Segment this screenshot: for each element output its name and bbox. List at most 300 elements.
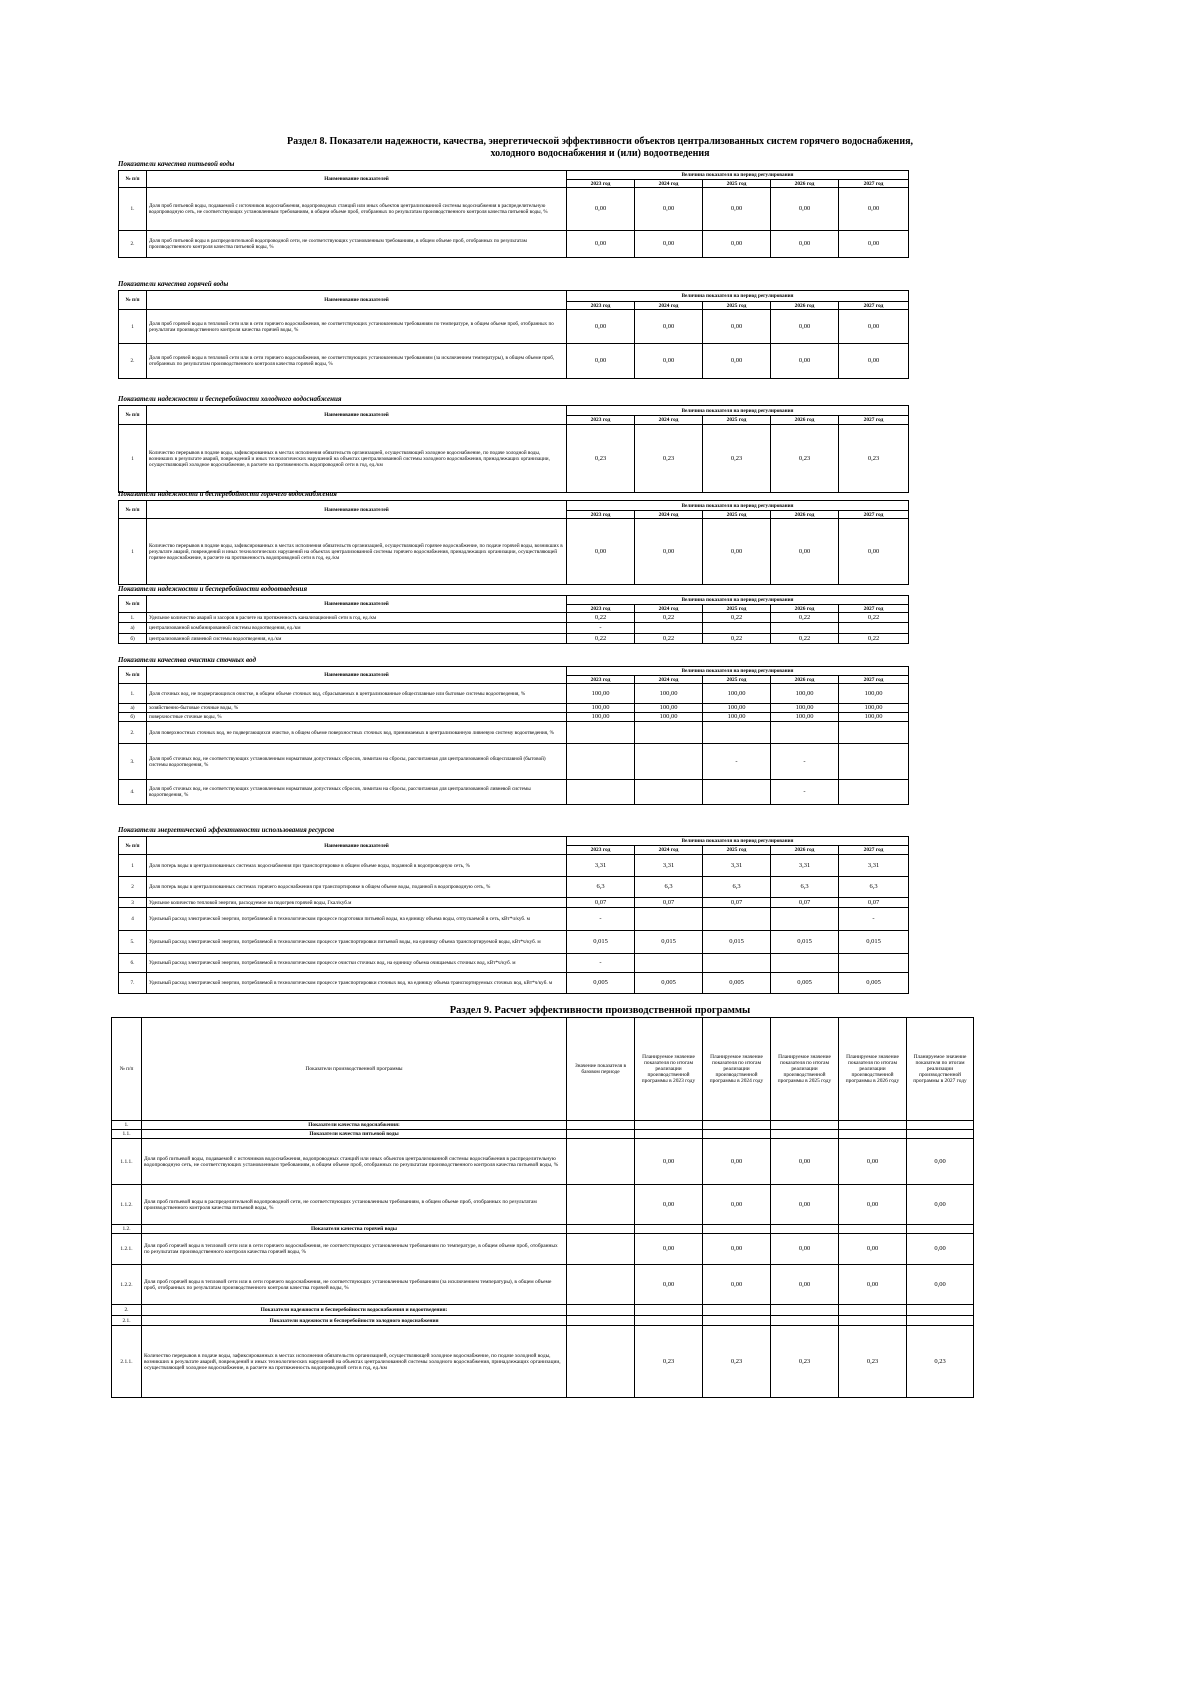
table-row [119,713,909,722]
table-subtitle: Показатели надежности и бесперебойности холодного водоснабжения [118,395,342,403]
row-name: Доля проб питьевой воды, подаваемой с источников водоснабжения, водопроводных станций или иных объектов централизованной системы водоснабжения в распределительную водопроводную сеть, не соответствующих установленным требованиям, в общем объеме проб, отобранных по результатам производственного контроля качества питьевой воды, % [147,188,567,231]
year-header: 2025 год [703,302,771,310]
row-value [635,954,703,973]
row-value: 0,005 [703,973,771,994]
row-value: 0,23 [771,425,839,493]
row-value: 0,00 [703,1139,771,1185]
row-value: 0,23 [703,425,771,493]
row-name: Доля проб горячей воды в тепловой сети или в сети горячего водоснабжения, не соответствующих установленным требованиям (за исключением температуры), в общем объеме проб, отобранных по результатам производственного контроля качества горячей воды, % [142,1265,567,1305]
table-subtitle: Показатели надежности и бесперебойности водоотведения [118,585,308,593]
row-value: 100,00 [703,704,771,713]
group-row [112,1130,974,1139]
row-value: 0,00 [703,188,771,231]
row-number: 2. [119,231,147,258]
base-value [567,1326,635,1398]
row-name: Удельное количество аварий и засоров в расчете на протяженность канализационной сети в год, ед./км [147,613,567,623]
row-value: 100,00 [771,704,839,713]
row-value: 0,22 [703,613,771,623]
empty-cell [839,1225,907,1234]
row-value: 0,00 [567,231,635,258]
table-subtitle: Показатели качества питьевой воды [118,160,235,168]
row-name: Доля проб горячей воды в тепловой сети или в сети горячего водоснабжения, не соответствующих установленным требованиям по температуре, в общем объеме проб, отобранных по результатам производственного контроля качества горячей воды, % [147,310,567,344]
row-value [567,744,635,780]
row-name: Доля поверхностных сточных вод, не подвергающихся очистке, в общем объеме поверхностных сточных вод, принимаемых в централизованную ливневую систему водоотведения, % [147,722,567,744]
row-number: 4. [119,780,147,805]
base-value [567,1265,635,1305]
row-value [839,623,909,634]
row-value: 0,00 [635,310,703,344]
table-subtitle: Показатели энергетической эффективности использования ресурсов [118,826,335,834]
row-value [703,722,771,744]
row-value: 0,00 [567,310,635,344]
row-value: 0,015 [635,931,703,954]
row-value: 6,3 [567,877,635,898]
col-header-num: № п/п [119,596,147,613]
empty-cell [635,1316,703,1326]
row-value: 0,00 [771,344,839,379]
group-row [112,1225,974,1234]
group-name: Показатели надежности и бесперебойности водоснабжения и водоотведения: [142,1305,567,1316]
year-header: 2025 год [703,180,771,188]
row-value: 0,00 [771,1234,839,1265]
row-value: 0,00 [839,1234,907,1265]
year-header: 2027 год [839,180,909,188]
col-header-plan: Планируемое значение показателя по итогам реализации производственной программы в 2024 году [703,1018,771,1121]
row-value [703,954,771,973]
col-header-num: № п/п [119,837,147,855]
row-value [635,722,703,744]
row-value: 0,00 [907,1234,974,1265]
table-row [119,973,909,994]
empty-cell [839,1316,907,1326]
year-header: 2027 год [839,605,909,613]
row-number: 1 [119,425,147,493]
empty-cell [635,1225,703,1234]
col-header-values: Величина показателя на период регулирования [567,291,909,302]
row-value [771,623,839,634]
table-subtitle: Показатели надежности и бесперебойности горячего водоснабжения [118,490,337,498]
group-name: Показатели надежности и бесперебойности холодного водоснабжения [142,1316,567,1326]
indicators-table [118,500,909,585]
row-value: 0,00 [635,231,703,258]
row-number: 2 [119,877,147,898]
row-value: 3,31 [703,855,771,877]
table-row [119,231,909,258]
year-header: 2024 год [635,511,703,519]
row-value: 0,00 [839,231,909,258]
row-value: 3,31 [567,855,635,877]
empty-cell [703,1316,771,1326]
empty-cell [703,1305,771,1316]
row-value: 0,07 [771,898,839,908]
year-header: 2026 год [771,605,839,613]
year-header: 2024 год [635,302,703,310]
row-number: 1 [119,519,147,585]
empty-cell [703,1130,771,1139]
row-name: Количество перерывов в подаче воды, зафиксированных в местах исполнения обязательств организацией, осуществляющей холодное водоснабжение, по подаче холодной воды, возникших в результате аварий, повреждений и иных технологических нарушений на объектах централизованной системы холодного водоснабжения, принадлежащих организации, осуществляющей холодное водоснабжение, в расчете на протяженность водопроводной сети в год, ед./км [147,425,567,493]
row-value: 6,3 [703,877,771,898]
row-value: 100,00 [567,713,635,722]
col-header-values: Величина показателя на период регулирования [567,837,909,846]
row-number: 6. [119,954,147,973]
row-name: Удельный расход электрической энергии, потребляемой в технологическом процессе транспортировки питьевой воды, на единицу объема транспортируемой воды, кВт*ч/куб. м [147,931,567,954]
table-row [119,310,909,344]
row-number: 1. [119,613,147,623]
row-value: 0,00 [567,519,635,585]
group-row [112,1121,974,1130]
row-value: 0,00 [839,1185,907,1225]
row-value [635,744,703,780]
row-value [567,780,635,805]
year-header: 2025 год [703,605,771,613]
empty-cell [839,1130,907,1139]
table-row [119,344,909,379]
row-number: 1 [119,855,147,877]
row-value [839,780,909,805]
row-value: 0,00 [703,1185,771,1225]
row-number: 1.2.2. [112,1265,142,1305]
row-number: а) [119,704,147,713]
row-value: 0,00 [635,1139,703,1185]
row-name: Доля сточных вод, не подвергающихся очистке, в общем объеме сточных вод, сбрасываемых в централизованные общесплавные или бытовые системы водоотведения, % [147,684,567,704]
row-value: - [771,744,839,780]
row-value: 100,00 [771,684,839,704]
empty-cell [907,1305,974,1316]
row-number: 1 [119,310,147,344]
row-value: 0,015 [567,931,635,954]
row-value: 100,00 [839,684,909,704]
col-header-num: № п/п [112,1018,142,1121]
row-value [839,744,909,780]
row-value: 0,22 [839,634,909,644]
row-value: 0,00 [635,1234,703,1265]
year-header: 2023 год [567,605,635,613]
table-row [119,519,909,585]
row-name: Удельный расход электрической энергии, потребляемой в технологическом процессе очистки сточных вод, на единицу объема очищаемых сточных вод, кВт*ч/куб. м [147,954,567,973]
row-value: 100,00 [703,684,771,704]
row-value: 0,015 [703,931,771,954]
table-row [119,954,909,973]
col-header-name: Наименование показателей [147,596,567,613]
empty-cell [567,1225,635,1234]
row-value [703,780,771,805]
col-header-num: № п/п [119,291,147,310]
year-header: 2023 год [567,180,635,188]
year-header: 2025 год [703,416,771,425]
col-header-values: Величина показателя на период регулирования [567,596,909,605]
group-row [112,1316,974,1326]
row-name: Доля потерь воды в централизованных системах горячего водоснабжения при транспортировке в общем объеме воды, поданной в водопроводную сеть, % [147,877,567,898]
row-value [635,623,703,634]
row-value: - [771,780,839,805]
row-value: 0,00 [771,231,839,258]
row-value: 0,22 [567,613,635,623]
row-name: Доля проб горячей воды в тепловой сети или в сети горячего водоснабжения, не соответствующих установленным требованиям (за исключением температуры), в общем объеме проб, отобранных по результатам производственного контроля качества горячей воды, % [147,344,567,379]
row-value: 0,00 [635,1265,703,1305]
row-value: 0,23 [907,1326,974,1398]
program-efficiency-table [111,1017,974,1398]
group-row [112,1305,974,1316]
col-header-values: Величина показателя на период регулирования [567,406,909,416]
table-row [112,1139,974,1185]
row-name: Количество перерывов в подаче воды, зафиксированных в местах исполнения обязательств организацией, осуществляющей холодное водоснабжение, по подаче холодной воды, возникших в результате аварий, повреждений и иных технологических нарушений на объектах централизованной системы холодного водоснабжения, принадлежащих организации, осуществляющей холодное водоснабжение, в расчете на протяженность водопроводной сети в год, ед./км [142,1326,567,1398]
empty-cell [703,1121,771,1130]
col-header-base: Значение показателя в базовом периоде [567,1018,635,1121]
row-value: 0,00 [703,1265,771,1305]
year-header: 2023 год [567,416,635,425]
row-number: 5. [119,931,147,954]
row-number: 3. [119,744,147,780]
table-row [119,780,909,805]
row-value [703,623,771,634]
year-header: 2027 год [839,511,909,519]
row-number: 1. [112,1121,142,1130]
base-value [567,1185,635,1225]
row-number: 1.1. [112,1130,142,1139]
row-name: Доля проб горячей воды в тепловой сети или в сети горячего водоснабжения, не соответствующих установленным требованиям по температуре, в общем объеме проб, отобранных по результатам производственного контроля качества горячей воды, % [142,1234,567,1265]
row-value: 0,00 [839,310,909,344]
year-header: 2026 год [771,846,839,855]
row-value [839,722,909,744]
row-value: 6,3 [839,877,909,898]
row-value: 0,00 [771,1185,839,1225]
row-value: 0,07 [839,898,909,908]
year-header: 2025 год [703,511,771,519]
row-number: 1.1.2. [112,1185,142,1225]
col-header-num: № п/п [119,667,147,684]
row-value: 0,22 [771,634,839,644]
row-number: 1.1.1. [112,1139,142,1185]
row-value: 0,005 [839,973,909,994]
col-header-values: Величина показателя на период регулирования [567,501,909,511]
row-value: - [567,908,635,931]
row-number: 2. [112,1305,142,1316]
row-value: 100,00 [635,684,703,704]
row-value: 0,22 [635,634,703,644]
row-value: 0,23 [839,425,909,493]
col-header-plan: Планируемое значение показателя по итогам реализации производственной программы в 2025 году [771,1018,839,1121]
row-value: 0,23 [703,1326,771,1398]
section8-title-line2: холодного водоснабжения и (или) водоотведения [490,148,710,159]
year-header: 2024 год [635,416,703,425]
row-value: 0,00 [907,1139,974,1185]
group-name: Показатели качества питьевой воды [142,1130,567,1139]
row-value: 100,00 [839,713,909,722]
year-header: 2025 год [703,676,771,684]
year-header: 2027 год [839,846,909,855]
row-value: 6,3 [635,877,703,898]
row-value: 0,22 [771,613,839,623]
year-header: 2027 год [839,302,909,310]
row-value: - [703,744,771,780]
row-value: 0,23 [635,1326,703,1398]
row-value: 0,00 [703,310,771,344]
empty-cell [907,1316,974,1326]
group-name: Показатели качества водоснабжения: [142,1121,567,1130]
row-value: 0,015 [771,931,839,954]
year-header: 2026 год [771,511,839,519]
row-value: 0,23 [567,425,635,493]
year-header: 2026 год [771,180,839,188]
row-value: 0,23 [839,1326,907,1398]
col-header-name: Наименование показателей [147,406,567,425]
row-value: 0,00 [771,1265,839,1305]
row-name: Удельный расход электрической энергии, потребляемой в технологическом процессе транспортировки сточных вод, на единицу объема транспортируемых сточных вод, кВт*ч/куб. м [147,973,567,994]
row-value: 0,23 [771,1326,839,1398]
empty-cell [703,1225,771,1234]
table-row [112,1326,974,1398]
row-value [839,954,909,973]
row-value: - [839,908,909,931]
empty-cell [771,1305,839,1316]
row-value: 0,22 [567,634,635,644]
row-value: 0,00 [703,519,771,585]
col-header-plan: Планируемое значение показателя по итогам реализации производственной программы в 2027 году [907,1018,974,1121]
row-value: 3,31 [839,855,909,877]
year-header: 2024 год [635,846,703,855]
row-value: 0,00 [839,1139,907,1185]
row-number: 2.1.1. [112,1326,142,1398]
row-value: 0,23 [635,425,703,493]
empty-cell [771,1316,839,1326]
row-value: 0,07 [635,898,703,908]
table-row [119,744,909,780]
table-row [112,1185,974,1225]
row-name: Доля потерь воды в централизованных системах водоснабжения при транспортировке в общем объеме воды, поданной в водопроводную сеть, % [147,855,567,877]
row-value [635,908,703,931]
row-value: 0,22 [839,613,909,623]
group-name: Показатели качества горячей воды [142,1225,567,1234]
empty-cell [771,1121,839,1130]
row-name: поверхностные сточные воды, % [147,713,567,722]
empty-cell [839,1121,907,1130]
empty-cell [771,1130,839,1139]
empty-cell [567,1316,635,1326]
row-number: 1. [119,188,147,231]
table-row [119,188,909,231]
indicators-table [118,290,909,379]
row-value [567,722,635,744]
row-value: 0,00 [635,188,703,231]
empty-cell [907,1130,974,1139]
row-number: а) [119,623,147,634]
row-name: Доля проб питьевой воды в распределительной водопроводной сети, не соответствующих установленным требованиям, в общем объеме проб, отобранных по результатам производственного контроля качества питьевой воды, % [142,1185,567,1225]
row-value: 0,00 [771,310,839,344]
col-header-plan: Планируемое значение показателя по итогам реализации производственной программы в 2023 году [635,1018,703,1121]
year-header: 2024 год [635,180,703,188]
table-row [119,623,909,634]
table-row [119,898,909,908]
year-header: 2027 год [839,676,909,684]
indicators-table [118,666,909,805]
row-value: 100,00 [771,713,839,722]
empty-cell [635,1121,703,1130]
row-value: - [567,623,635,634]
table-subtitle: Показатели качества очистки сточных вод [118,656,256,664]
base-value [567,1139,635,1185]
row-value: 0,00 [635,1185,703,1225]
year-header: 2026 год [771,676,839,684]
row-value: 0,00 [771,188,839,231]
year-header: 2024 год [635,605,703,613]
col-header-name: Наименование показателей [147,837,567,855]
row-name: Количество перерывов в подаче воды, зафиксированных в местах исполнения обязательств организацией, осуществляющей горячее водоснабжение, по подаче горячей воды, возникших в результате аварий, повреждений и иных технологических нарушений на объектах централизованной системы горячего водоснабжения, принадлежащих организации, осуществляющей горячее водоснабжение, в расчете на протяженность водопроводной сети в год, ед./км [147,519,567,585]
section8-title-line1: Раздел 8. Показатели надежности, качества, энергетической эффективности объектов централизованных систем горячего водоснабжения, [286,136,913,147]
row-value: 100,00 [567,704,635,713]
row-value: 0,00 [567,344,635,379]
row-value: 100,00 [635,713,703,722]
section9-title: Раздел 9. Расчет эффективности производственной программы [449,1005,751,1016]
row-value: 0,00 [907,1265,974,1305]
row-value: 3,31 [635,855,703,877]
year-header: 2025 год [703,846,771,855]
year-header: 2023 год [567,511,635,519]
row-value: 100,00 [635,704,703,713]
row-name: Удельное количество тепловой энергии, расходуемое на подогрев горячей воды, Гкал/куб.м [147,898,567,908]
row-value: 0,00 [771,519,839,585]
row-value: 0,07 [703,898,771,908]
row-value: 0,015 [839,931,909,954]
table-row [119,704,909,713]
row-value: 0,00 [839,1265,907,1305]
row-value: 0,00 [703,231,771,258]
row-number: 1. [119,684,147,704]
year-header: 2027 год [839,416,909,425]
indicators-table [118,405,909,493]
col-header-name: Наименование показателей [147,667,567,684]
indicators-table [118,170,909,258]
row-name: Доля проб сточных вод, не соответствующих установленным нормативам допустимых сбросов, лимитам на сбросы, рассчитанная для централизованной ливневой системы водоотведения, % [147,780,567,805]
row-name: Доля проб питьевой воды в распределительной водопроводной сети, не соответствующих установленным требованиям, в общем объеме проб, отобранных по результатам производственного контроля качества питьевой воды, % [147,231,567,258]
row-number: б) [119,634,147,644]
row-number: 1.2.1. [112,1234,142,1265]
table-row [119,425,909,493]
row-name: централизованной ливневой системы водоотведения, ед./км [147,634,567,644]
row-value: 0,22 [635,613,703,623]
year-header: 2026 год [771,302,839,310]
row-number: 1.2. [112,1225,142,1234]
empty-cell [567,1121,635,1130]
year-header: 2023 год [567,302,635,310]
empty-cell [907,1225,974,1234]
row-number: 7. [119,973,147,994]
col-header-name: Наименование показателей [147,501,567,519]
row-value: 0,00 [839,188,909,231]
row-value: 0,005 [635,973,703,994]
row-value [771,954,839,973]
col-header-name: Показатели производственной программы [142,1018,567,1121]
row-number: 2. [119,344,147,379]
row-name: Удельный расход электрической энергии, потребляемой в технологическом процессе подготовки питьевой воды, на единицу объема воды, отпускаемой в сеть, кВт*ч/куб. м [147,908,567,931]
col-header-values: Величина показателя на период регулирования [567,171,909,180]
row-name: централизованной комбинированной системы водоотведения, ед./км [147,623,567,634]
table-row [119,613,909,623]
empty-cell [839,1305,907,1316]
row-number: 3 [119,898,147,908]
row-value [771,722,839,744]
table-row [119,722,909,744]
row-name: хозяйственно-бытовые сточные воды, % [147,704,567,713]
row-value: 0,00 [635,519,703,585]
indicators-table [118,836,909,994]
year-header: 2026 год [771,416,839,425]
row-value: 0,00 [839,519,909,585]
row-number: 2.1. [112,1316,142,1326]
empty-cell [635,1130,703,1139]
row-value: 0,00 [839,344,909,379]
row-value: 0,00 [907,1185,974,1225]
empty-cell [567,1130,635,1139]
